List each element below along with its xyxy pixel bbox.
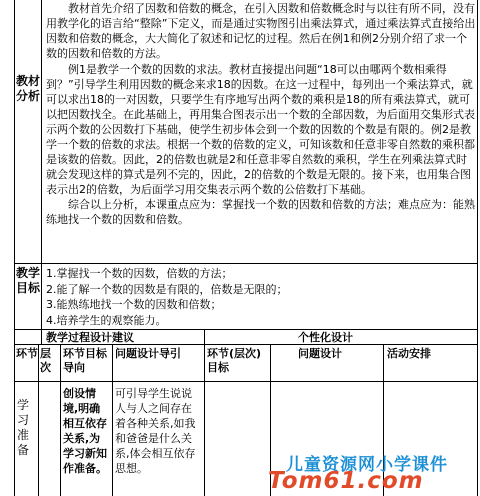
col-divider-question (112, 344, 113, 496)
col-header-level: 层次 (40, 347, 51, 374)
row-segment: 学习准备 (17, 398, 30, 457)
col-divider-level (38, 344, 39, 496)
row-divider-columns (14, 381, 478, 382)
material-paragraph: 例1是教学一个数的因数的求法。教材直接提出问题“18可以由哪两个数相乘得到？”引导学生利用因数的概念来求18的因数。在这一过程中，每列出一个乘法算式，就可以求出18的一对因数，只要学生有序地写出两个数的乘积是18的所有乘法算式，就可以把因数找全。在此基础上，再用集合图表示出一个数的全部因数，为后面用交集形式表示两个数的公因数打下基础，使学生初步体会到一个数的因数的个数是有限的。例2是教学一个数的倍数的求法。根据一个数的倍数的定义，可知该数和任意非零自然数的乘积都是该数的倍数。因此，2的倍数也就是2和任意非零自然数的乘积，学生在列乘法算式时就会发现这样的算式是列不完的，因此，2的倍数的个数是无限的。接下来，也用集合图表示出2的倍数，为后面学习用交集表示两个数的公倍数打下基础。 (46, 63, 475, 196)
personalized-design-header: 个性化设计 (298, 331, 353, 344)
col-header-goal: 环节目标导向 (63, 347, 107, 374)
label-column-divider (41, 0, 42, 344)
col-divider-goal (60, 344, 61, 496)
col-header-question-design: 问题设计 (298, 347, 342, 360)
intro-text: 教材首先介绍了因数和倍数的概念，在引入因数和倍数概念时与以往有所不同，没有用教学化的语言给“整除”下定义，而是通过实物图引出乘法算式，通过乘法算式直接给出因数和倍数的概念，大大简化了叙述和记忆的过程。然后在例1和例2分别介绍了求一个数的因数和倍数的方法。 (46, 2, 476, 60)
col-header-segment: 环节 (16, 347, 38, 360)
goal-item: 3.能熟练地找一个数的因数和倍数； (46, 298, 222, 311)
col-header-question: 问题设计导引 (115, 347, 181, 360)
row-divider-process (14, 329, 478, 330)
goal-item: 4.培养学生的观察能力。 (46, 313, 167, 327)
table-border-left (14, 0, 15, 496)
material-analysis-content (46, 62, 476, 227)
intro-paragraph (46, 1, 476, 61)
table-border-right (477, 0, 478, 496)
watermark-logo (268, 448, 478, 494)
material-analysis-label: 教材分析 (16, 74, 41, 103)
row-divider-goals (14, 263, 478, 264)
material-summary: 综合以上分析，本课重点应为：掌握找一个数的因数和倍数的方法；难点应为：能熟练地找一个数的因数和倍数。 (46, 198, 475, 226)
row-question: 可引导学生说说人与人之间存在着各种关系,如我和爸爸是什么关系,体会相互依存思想。 (115, 387, 196, 475)
goal-item: 1.掌握找一个数的因数，倍数的方法； (46, 267, 233, 280)
process-design-header: 教学过程设计建议 (46, 331, 134, 344)
watermark-cn: 儿童资源网小学课件 (286, 455, 448, 475)
goal-item: 2.能了解一个数的因数是有限的，倍数是无限的； (46, 282, 288, 296)
col-header-level-goal: 环节(层次)目标 (207, 347, 262, 374)
watermark-en: Tom61.com (268, 468, 424, 494)
process-split-divider (204, 329, 205, 496)
row-goal: 创设情境,明确相互依存关系,为学习新知作准备。 (63, 387, 107, 475)
teaching-goals-label: 教学目标 (16, 266, 41, 295)
col-header-activity: 活动安排 (387, 347, 431, 360)
teaching-goals-list (46, 266, 476, 328)
